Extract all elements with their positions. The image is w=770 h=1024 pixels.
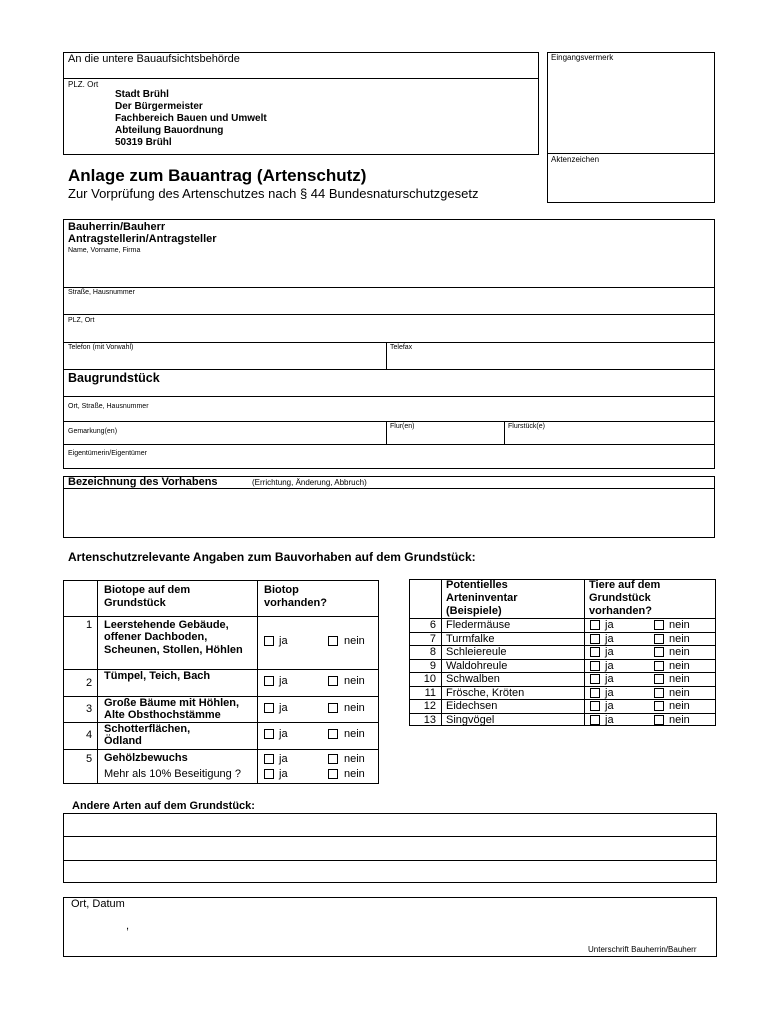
applicant-heading-line1: Bauherrin/Bauherr: [68, 221, 166, 233]
no-label: nein: [344, 675, 365, 687]
species-nr: 12: [423, 700, 436, 712]
no-label: nein: [669, 646, 690, 658]
yes-label: ja: [605, 673, 614, 685]
plz-input[interactable]: [66, 326, 706, 340]
address-line: Fachbereich Bauen und Umwelt: [115, 113, 267, 124]
plz-label: PLZ, Ort: [68, 317, 95, 324]
species-yes-checkbox[interactable]: [590, 647, 600, 657]
biotope-yes-checkbox[interactable]: [264, 754, 274, 764]
biotope-label: Tümpel, Teich, Bach: [104, 670, 211, 682]
biotope-label: Schotterflächen, Ödland: [104, 723, 191, 748]
biotope-no-checkbox[interactable]: [328, 729, 338, 739]
species-nr: 7: [429, 632, 436, 645]
no-label: nein: [344, 635, 365, 647]
removal-no-checkbox[interactable]: [328, 769, 338, 779]
biotope-no-checkbox[interactable]: [328, 703, 338, 713]
plz-ort-label: PLZ. Ort: [68, 80, 99, 89]
other-species-input-1[interactable]: [66, 816, 712, 834]
yes-label: ja: [605, 713, 614, 726]
species-yes-checkbox[interactable]: [590, 661, 600, 671]
no-label: nein: [669, 632, 690, 645]
applicant-heading: [68, 221, 217, 245]
no-label: nein: [344, 702, 365, 714]
removal-label: Mehr als 10% Beseitigung ?: [104, 768, 241, 780]
plot-location-label: Ort, Straße, Hausnummer: [68, 403, 149, 410]
species-no-checkbox[interactable]: [654, 701, 664, 711]
species-yes-checkbox[interactable]: [590, 634, 600, 644]
species-yes-checkbox[interactable]: [590, 688, 600, 698]
phone-label: Telefon (mit Vorwahl): [68, 344, 134, 351]
yes-label: ja: [605, 700, 614, 712]
owner-label: Eigentümerin/Eigentümer: [68, 450, 147, 457]
page-title: Anlage zum Bauantrag (Artenschutz): [68, 166, 367, 185]
biotope-nr: 3: [86, 703, 93, 715]
species-present-header: Tiere auf dem Grundstück vorhanden?: [589, 579, 661, 617]
biotope-no-checkbox[interactable]: [328, 754, 338, 764]
species-no-checkbox[interactable]: [654, 674, 664, 684]
relevant-heading: Artenschutzrelevante Angaben zum Bauvorhaben auf dem Grundstück:: [68, 550, 476, 564]
yes-label: ja: [605, 619, 614, 631]
yes-label: ja: [605, 686, 614, 699]
project-hint: (Errichtung, Änderung, Abbruch): [252, 478, 367, 487]
biotope-label: Gehölzbewuchs: [104, 752, 188, 764]
comma: ,: [126, 920, 130, 932]
yes-label: ja: [279, 675, 288, 687]
species-label: Frösche, Kröten: [446, 686, 525, 699]
species-nr: 9: [429, 659, 436, 672]
species-label: Waldohreule: [446, 659, 508, 672]
owner-input[interactable]: [66, 457, 706, 467]
biotope-col-header: Biotope auf dem Grundstück: [104, 584, 191, 609]
plot-heading: Baugrundstück: [68, 371, 160, 385]
species-nr: 13: [423, 713, 436, 726]
fax-label: Telefax: [390, 344, 413, 351]
no-label: nein: [344, 728, 365, 740]
species-label: Eidechsen: [446, 700, 498, 712]
biotope-label: Große Bäume mit Höhlen, Alte Obsthochstämme: [104, 697, 240, 722]
species-col-header: Potentielles Arteninventar (Beispiele): [446, 579, 518, 617]
species-no-checkbox[interactable]: [654, 661, 664, 671]
yes-label: ja: [605, 632, 614, 645]
species-label: Singvögel: [446, 713, 495, 726]
species-no-checkbox[interactable]: [654, 620, 664, 630]
eingangsvermerk-label: Eingangsvermerk: [551, 53, 614, 62]
yes-label: ja: [605, 659, 614, 672]
address-line: Der Bürgermeister: [115, 101, 203, 112]
flur-label: Flur(en): [390, 423, 415, 430]
no-label: nein: [669, 700, 690, 712]
project-heading: Bezeichnung des Vorhabens: [68, 476, 218, 488]
other-species-input-3[interactable]: [66, 863, 712, 881]
street-label: Straße, Hausnummer: [68, 289, 135, 296]
species-label: Schleiereule: [446, 646, 507, 658]
flurstueck-label: Flurstück(e): [508, 423, 545, 430]
no-label: nein: [669, 659, 690, 672]
name-label: Name, Vorname, Firma: [68, 247, 141, 254]
page-subtitle: Zur Vorprüfung des Artenschutzes nach § 44 Bundesnaturschutzgesetz: [68, 186, 479, 201]
gemarkung-label: Gemarkung(en): [68, 428, 118, 435]
no-label: nein: [669, 686, 690, 699]
no-label: nein: [669, 619, 690, 631]
other-species-input-2[interactable]: [66, 839, 712, 857]
yes-label: ja: [605, 646, 614, 658]
biotope-no-checkbox[interactable]: [328, 676, 338, 686]
species-yes-checkbox[interactable]: [590, 674, 600, 684]
species-nr: 8: [429, 646, 436, 658]
yes-label: ja: [279, 702, 288, 714]
address-line: Stadt Brühl: [115, 89, 169, 100]
species-no-checkbox[interactable]: [654, 647, 664, 657]
species-no-checkbox[interactable]: [654, 715, 664, 725]
species-yes-checkbox[interactable]: [590, 701, 600, 711]
species-label: Turmfalke: [446, 632, 495, 645]
yes-label: ja: [279, 728, 288, 740]
species-yes-checkbox[interactable]: [590, 620, 600, 630]
biotope-yes-checkbox[interactable]: [264, 636, 274, 646]
biotope-no-checkbox[interactable]: [328, 636, 338, 646]
address-line: Abteilung Bauordnung: [115, 125, 224, 136]
biotope-nr: 1: [86, 619, 93, 631]
biotope-nr: 2: [86, 677, 93, 689]
phone-input[interactable]: [66, 353, 382, 367]
other-species-heading: Andere Arten auf dem Grundstück:: [72, 800, 255, 812]
place-date-label: Ort, Datum: [71, 898, 125, 910]
no-label: nein: [344, 768, 365, 780]
no-label: nein: [344, 753, 365, 765]
biotope-yes-checkbox[interactable]: [264, 676, 274, 686]
fax-input[interactable]: [389, 353, 709, 367]
eingangsvermerk-box[interactable]: [547, 52, 715, 203]
biotope-label: Leerstehende Gebäude, offener Dachboden, Scheunen, Stollen, Höhlen: [104, 619, 243, 656]
species-yes-checkbox[interactable]: [590, 715, 600, 725]
place-date-input[interactable]: [70, 915, 370, 935]
species-nr: 11: [424, 686, 436, 699]
yes-label: ja: [279, 768, 288, 780]
species-nr: 6: [429, 619, 436, 631]
species-nr: 10: [423, 673, 436, 685]
biotope-yes-checkbox[interactable]: [264, 703, 274, 713]
yes-label: ja: [279, 635, 288, 647]
species-no-checkbox[interactable]: [654, 688, 664, 698]
name-input[interactable]: [66, 257, 706, 283]
yes-label: ja: [279, 753, 288, 765]
authority-input[interactable]: [300, 55, 530, 73]
no-label: nein: [669, 673, 690, 685]
removal-yes-checkbox[interactable]: [264, 769, 274, 779]
address-line: 50319 Brühl: [115, 137, 172, 148]
address-block: [115, 89, 267, 149]
species-label: Schwalben: [446, 673, 500, 685]
no-label: nein: [669, 713, 690, 726]
species-label: Fledermäuse: [446, 619, 511, 631]
project-input[interactable]: [66, 491, 711, 535]
biotope-yes-checkbox[interactable]: [264, 729, 274, 739]
biotope-nr: 4: [86, 729, 93, 741]
biotope-present-header: Biotop vorhanden?: [264, 584, 327, 609]
signature-label: Unterschrift Bauherrin/Bauherr: [588, 945, 697, 954]
street-input[interactable]: [66, 298, 706, 312]
species-no-checkbox[interactable]: [654, 634, 664, 644]
authority-label: An die untere Bauaufsichtsbehörde: [68, 53, 240, 65]
aktenzeichen-label: Aktenzeichen: [551, 155, 600, 164]
applicant-heading-line2: Antragstellerin/Antragsteller: [68, 233, 217, 245]
plot-location-input[interactable]: [66, 410, 706, 420]
biotope-nr: 5: [86, 753, 93, 765]
